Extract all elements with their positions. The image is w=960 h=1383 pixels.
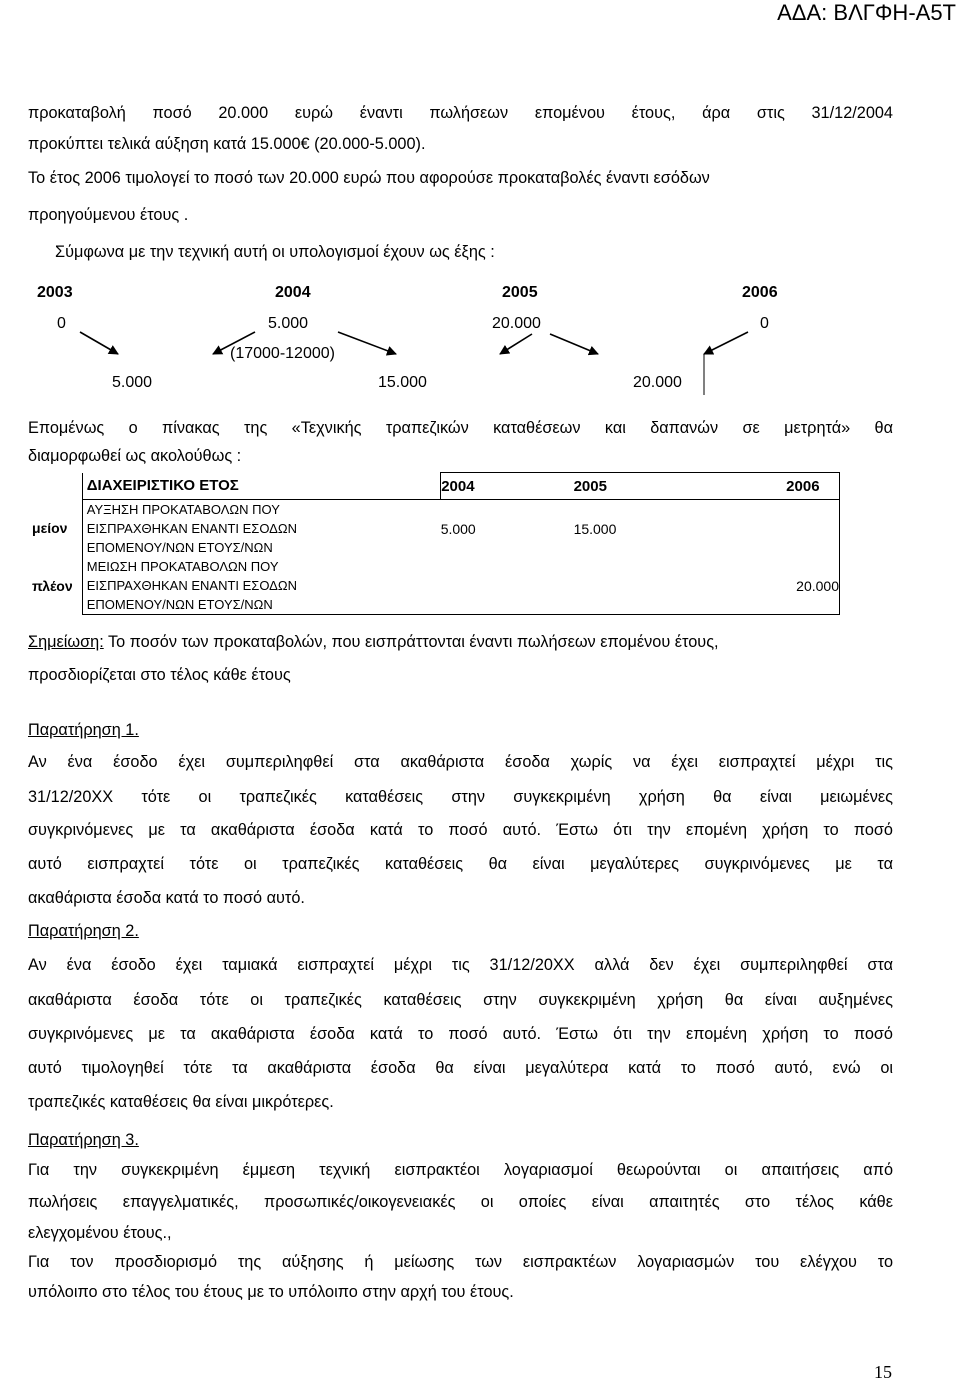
timeline-top-value-2005: 20.000 — [492, 315, 541, 332]
obs1-line-5: ακαθάριστα έσοδα κατά το ποσό αυτό. — [28, 889, 305, 907]
obs2-line-3: συγκρινόμενες με τα ακαθάριστα έσοδα κατά το ποσό αυτό. Έστω ότι την επομένη χρήση το ποσό — [28, 1025, 893, 1043]
timeline-top-value-2004: 5.000 — [268, 315, 309, 332]
obs1-line-3: συγκρινόμενες με τα ακαθάριστα έσοδα κατά το ποσό αυτό. Έστω ότι την επομένη χρήση το ποσό — [28, 821, 893, 839]
table-header-2004: 2004 — [441, 473, 574, 500]
obs1-title: Παρατήρηση 1. — [28, 721, 139, 739]
table-row-sign: πλέον — [32, 577, 73, 594]
obs3-line-5: υπόλοιπο στο τέλος του έτους με το υπόλοιπο στην αρχή του έτους. — [28, 1283, 514, 1301]
timeline-arrows — [0, 0, 960, 420]
table-row-value-2005: 15.000 — [573, 520, 617, 537]
obs2-line-5: τραπεζικές καταθέσεις θα είναι μικρότερες. — [28, 1093, 334, 1111]
intro-line-5: Σύμφωνα με την τεχνική αυτή οι υπολογισμοί έχουν ως έξης : — [55, 243, 495, 261]
table-row-value-2006 — [706, 500, 839, 558]
table-row-description: ΑΥΞΗΣΗ ΠΡΟΚΑΤΑΒΟΛΩΝ ΠΟΥ ΕΙΣΠΡΑΧΘΗΚΑΝ ΕΝΑΝΤΙ ΕΣΟΔΩΝ ΕΠΟΜΕΝΟΥ/ΝΩΝ ΕΤΟΥΣ/ΝΩΝ — [82, 500, 440, 558]
para2-line-2: διαμορφωθεί ως ακολούθως : — [28, 447, 242, 465]
timeline-top-value-2006: 0 — [760, 315, 769, 332]
obs2-line-1: Αν ένα έσοδο έχει ταμιακά εισπραχτεί μέχρι τις 31/12/20ΧΧ αλλά δεν έχει συμπεριληφθεί στα — [28, 956, 893, 974]
obs2-line-4: αυτό τιμολογηθεί τότε τα ακαθάριστα έσοδα θα είναι μεγαλύτερα κατά το ποσό αυτό, ενώ οι — [28, 1059, 893, 1077]
table-header-row — [28, 473, 840, 500]
timeline-arrow-1 — [80, 332, 118, 354]
table-row — [28, 500, 840, 558]
table-row — [28, 557, 840, 615]
timeline-arrow-3 — [338, 332, 396, 354]
timeline-top-value-2003: 0 — [57, 315, 66, 332]
table-header-2005: 2005 — [574, 473, 707, 500]
timeline-arrow-2 — [213, 332, 255, 354]
timeline-year-2004: 2004 — [275, 284, 311, 301]
obs1-line-1: Αν ένα έσοδο έχει συμπεριληφθεί στα ακαθάριστα έσοδα χωρίς να έχει εισπραχτεί μέχρι τις — [28, 753, 893, 771]
ada-code: ΑΔΑ: ΒΛΓΦΗ-Α5Τ — [777, 0, 956, 25]
timeline-year-2003: 2003 — [37, 284, 73, 301]
timeline-bottom-value-2: 15.000 — [378, 374, 427, 391]
timeline-year-2006: 2006 — [742, 284, 778, 301]
obs2-line-2: ακαθάριστα έσοδα τότε οι τραπεζικές καταθέσεις στην συγκεκριμένη χρήση θα είναι αυξημένες — [28, 991, 893, 1009]
timeline-year-2005: 2005 — [502, 284, 538, 301]
timeline-bottom-value-1: 5.000 — [112, 374, 153, 391]
page-number: 15 — [874, 1362, 892, 1382]
intro-line-4: προηγούμενου έτους . — [28, 206, 189, 224]
obs3-line-1: Για την συγκεκριμένη έμμεση τεχνική εισπρακτέοι λογαριασμοί θεωρούνται οι απαιτήσεις από — [28, 1161, 893, 1179]
table-row-value-2004 — [441, 557, 574, 615]
obs1-line-2: 31/12/20ΧΧ τότε οι τραπεζικές καταθέσεις στην συγκεκριμένη χρήση θα είναι μειωμένες — [28, 788, 893, 806]
obs2-title: Παρατήρηση 2. — [28, 922, 139, 940]
note-line-2: προσδιορίζεται στο τέλος κάθε έτους — [28, 666, 291, 684]
table-row-description: ΜΕΙΩΣΗ ΠΡΟΚΑΤΑΒΟΛΩΝ ΠΟΥ ΕΙΣΠΡΑΧΘΗΚΑΝ ΕΝΑΝΤΙ ΕΣΟΔΩΝ ΕΠΟΜΕΝΟΥ/ΝΩΝ ΕΤΟΥΣ/ΝΩΝ — [82, 557, 440, 615]
timeline-arrow-5 — [550, 334, 598, 354]
obs3-title: Παρατήρηση 3. — [28, 1131, 139, 1149]
note-label: Σημείωση: — [28, 633, 104, 651]
table-row-value-2006: 20.000 — [706, 557, 839, 615]
timeline-arrow-4 — [500, 334, 532, 354]
table-header-2006: 2006 — [706, 473, 839, 500]
para2-line-1: Επομένως ο πίνακας της «Τεχνικής τραπεζικών καταθέσεων και δαπανών σε μετρητά» θα — [28, 419, 893, 437]
table-row-sign: μείον — [32, 520, 68, 537]
timeline-bottom-value-3: 20.000 — [633, 374, 682, 391]
intro-line-1: προκαταβολή ποσό 20.000 ευρώ έναντι πωλήσεων επομένου έτους, άρα στις 31/12/2004 — [28, 104, 893, 122]
table-row-value-2004: 5.000 — [440, 520, 476, 537]
intro-line-3: Το έτος 2006 τιμολογεί το ποσό των 20.000 ευρώ που αφορούσε προκαταβολές έναντι εσόδων — [28, 169, 710, 187]
table-header-label: ΔΙΑΧΕΙΡΙΣΤΙΚΟ ΕΤΟΣ — [82, 473, 440, 500]
note-line-1: Σημείωση: Το ποσόν των προκαταβολών, που εισπράττονται έναντι πωλήσεων επομένου έτους, — [28, 633, 719, 651]
obs3-line-2: πωλήσεις επαγγελματικές, προσωπικές/οικογενειακές οι οποίες είναι απαιτητές στο τέλος κάθε — [28, 1193, 893, 1211]
timeline-note: (17000-12000) — [230, 345, 335, 362]
table-row-value-2005 — [574, 557, 707, 615]
obs1-line-4: αυτό εισπραχτεί τότε οι τραπεζικές καταθέσεις θα είναι μεγαλύτερες συγκρινόμενες με τα — [28, 855, 893, 873]
intro-line-2: προκύπτει τελικά αύξηση κατά 15.000€ (20.000-5.000). — [28, 135, 426, 153]
obs3-line-3: ελεγχομένου έτους., — [28, 1224, 172, 1242]
timeline-arrow-6 — [704, 332, 748, 354]
obs3-line-4: Για τον προσδιορισμό της αύξησης ή μείωσης των εισπρακτέων λογαριασμών του ελέγχου το — [28, 1253, 893, 1271]
management-year-table — [28, 472, 840, 615]
